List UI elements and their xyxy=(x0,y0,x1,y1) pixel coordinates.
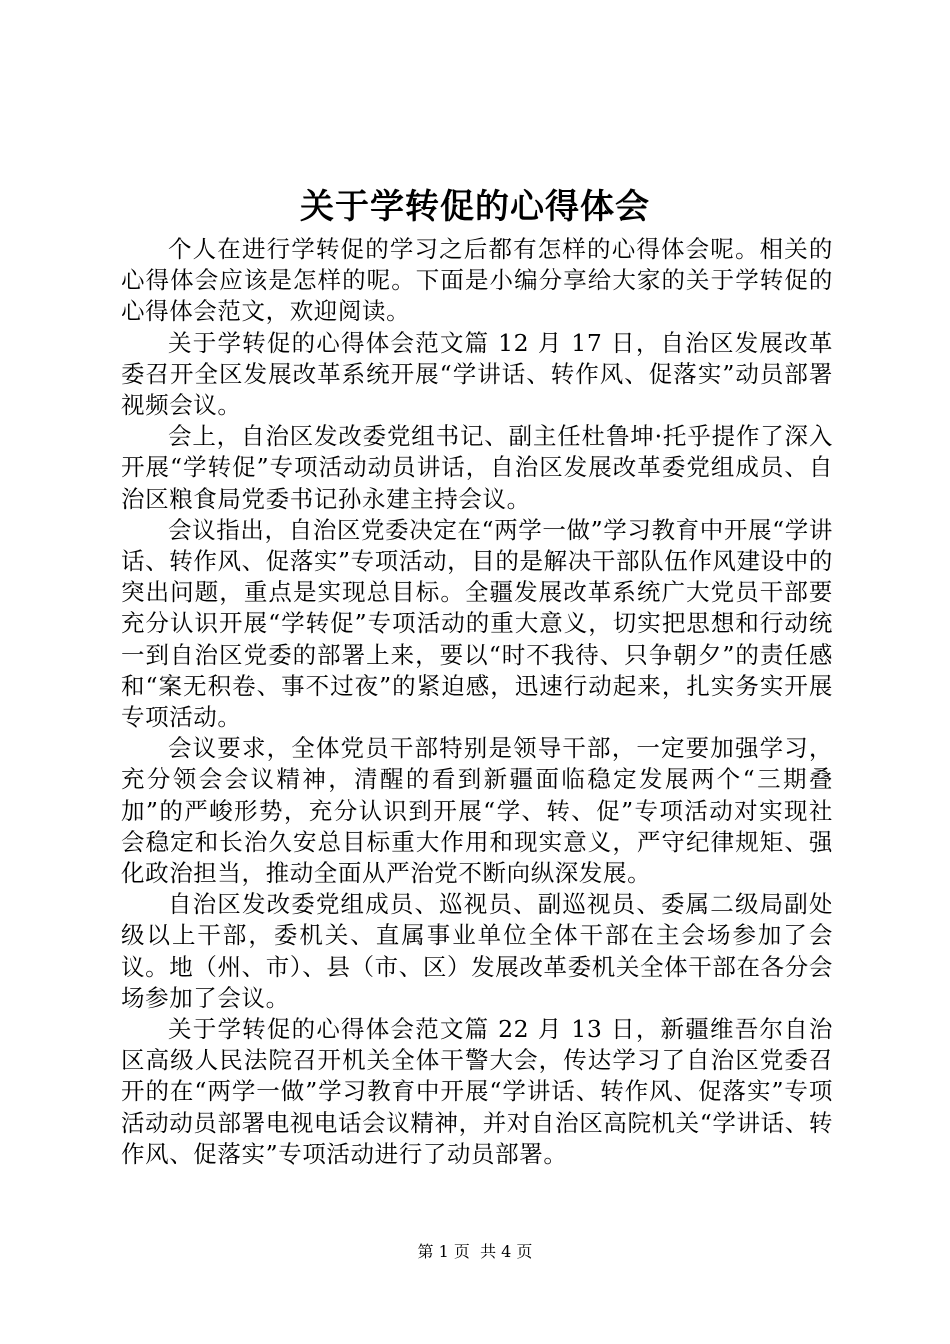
paragraph-meeting-points: 会议指出，自治区党委决定在“两学一做”学习教育中开展“学讲话、转作风、促落实”专项活动，目的是解决干部队伍作风建设中的突出问题，重点是实现总目标。全疆发展改革系统广大党员干部要充分认识开展“学转促”专项活动的重大意义，切实把思想和行动统一到自治区党委的部署上来，要以“时不我待、只争朝夕”的责任感和“案无积卷、事不过夜”的紧迫感，迅速行动起来，扎实务实开展专项活动。 xyxy=(121,515,833,732)
paragraph-sample-1-opening: 关于学转促的心得体会范文篇 12 月 17 日，自治区发展改革委召开全区发展改革系统开展“学讲话、转作风、促落实”动员部署视频会议。 xyxy=(121,328,833,420)
paragraph-meeting-speech: 会上，自治区发改委党组书记、副主任杜鲁坤·托乎提作了深入开展“学转促”专项活动动员讲话，自治区发展改革委党组成员、自治区粮食局党委书记孙永建主持会议。 xyxy=(121,422,833,513)
page-total: 共 4 页 xyxy=(480,1242,533,1261)
paragraph-attendees: 自治区发改委党组成员、巡视员、副巡视员、委属二级局副处级以上干部，委机关、直属事业单位全体干部在主会场参加了会议。地（州、市）、县（市、区）发展改革委机关全体干部在各分会场参加了会议。 xyxy=(121,890,833,1012)
paragraph-sample-2-opening: 关于学转促的心得体会范文篇 22 月 13 日，新疆维吾尔自治区高级人民法院召开机关全体干警大会，传达学习了自治区党委召开的在“两学一做”学习教育中开展“学讲话、转作风、促落实”专项活动动员部署电视电话会议精神，并对自治区高院机关“学讲话、转作风、促落实”专项活动进行了动员部署。 xyxy=(121,1015,833,1168)
paragraph-intro: 个人在进行学转促的学习之后都有怎样的心得体会呢。相关的心得体会应该是怎样的呢。下面是小编分享给大家的关于学转促的心得体会范文，欢迎阅读。 xyxy=(121,235,833,326)
page-number: 第 1 页 xyxy=(417,1242,470,1261)
page-footer xyxy=(0,1240,950,1264)
footer-separator xyxy=(470,1242,480,1261)
document-body xyxy=(121,234,833,1170)
paragraph-meeting-requirements: 会议要求，全体党员干部特别是领导干部，一定要加强学习，充分领会会议精神，清醒的看到新疆面临稳定发展两个“三期叠加”的严峻形势，充分认识到开展“学、转、促”专项活动对实现社会稳定和长治久安总目标重大作用和现实意义，严守纪律规矩、强化政治担当，推动全面从严治党不断向纵深发展。 xyxy=(121,734,833,888)
document-title: 关于学转促的心得体会 xyxy=(300,187,650,227)
